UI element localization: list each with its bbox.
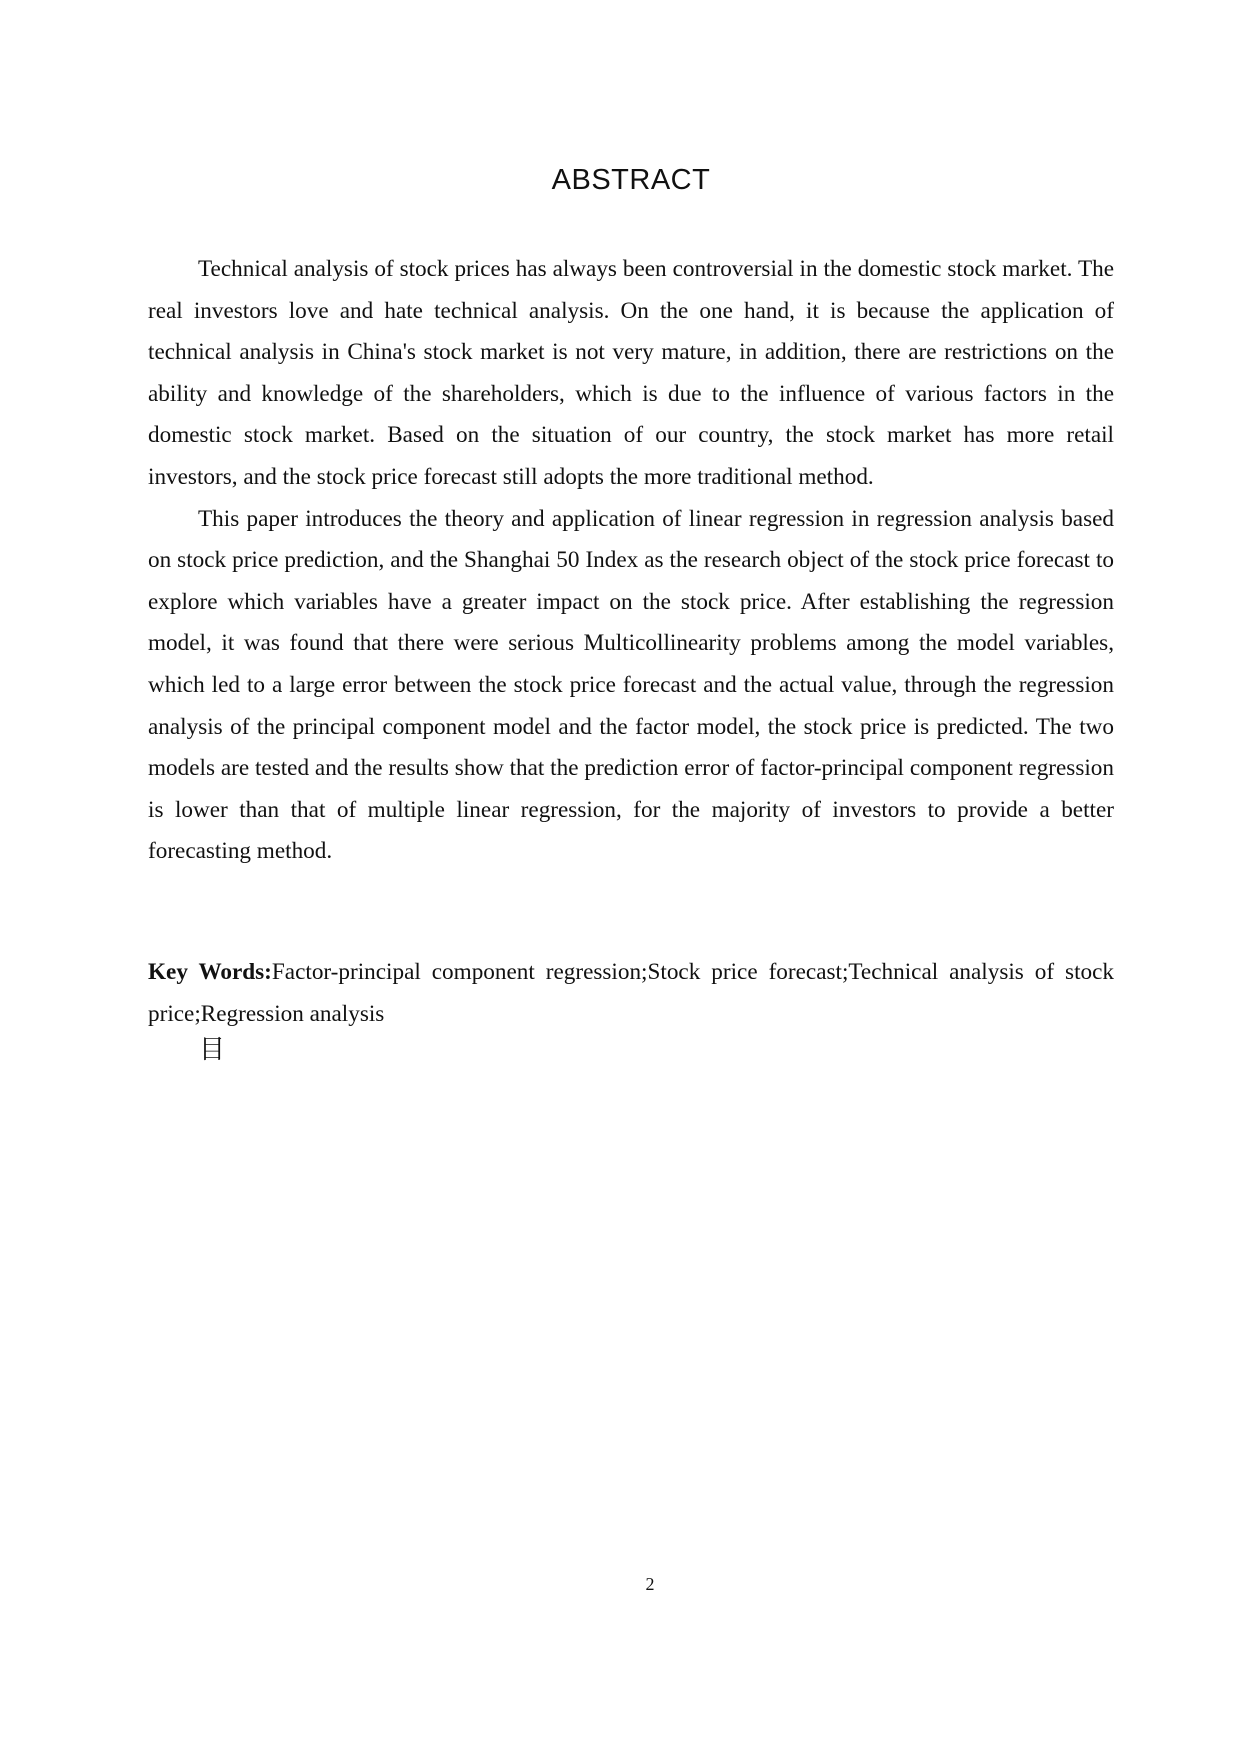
page-number: 2: [645, 1574, 655, 1594]
abstract-body: [148, 249, 1114, 873]
abstract-paragraph-2: This paper introduces the theory and application of linear regression in regression analysis based on stock price prediction, and the Shanghai 50 Index as the research object of the stock price forecast to explore which variables have a greater impact on the stock price. After establishing the regression model, it was found that there were serious Multicollinearity problems among the model variables, which led to a large error between the stock price forecast and the actual value, through the regression analysis of the principal component model and the factor model, the stock price is predicted. The two models are tested and the results show that the prediction error of factor-principal component regression is lower than that of multiple linear regression, for the majority of investors to provide a better forecasting method.: [148, 505, 1114, 865]
abstract-paragraph-1: Technical analysis of stock prices has always been controversial in the domestic stock market. The real investors love and hate technical analysis. On the one hand, it is because the application of technical analysis in China's stock market is not very mature, in addition, there are restrictions on the ability and knowledge of the shareholders, which is due to the influence of various factors in the domestic stock market. Based on the situation of our country, the stock market has more retail investors, and the stock price forecast still adopts the more traditional method.: [148, 256, 1114, 490]
keywords-line: [148, 952, 1114, 1035]
abstract-title: ABSTRACT: [551, 164, 711, 196]
keywords-text: Factor-principal component regression;Stock price forecast;Technical analysis of stock price;Regression analysis: [148, 959, 1115, 1027]
toc-heading-fragment: 目: [199, 1035, 226, 1065]
keywords-label: Key Words:: [148, 959, 272, 985]
